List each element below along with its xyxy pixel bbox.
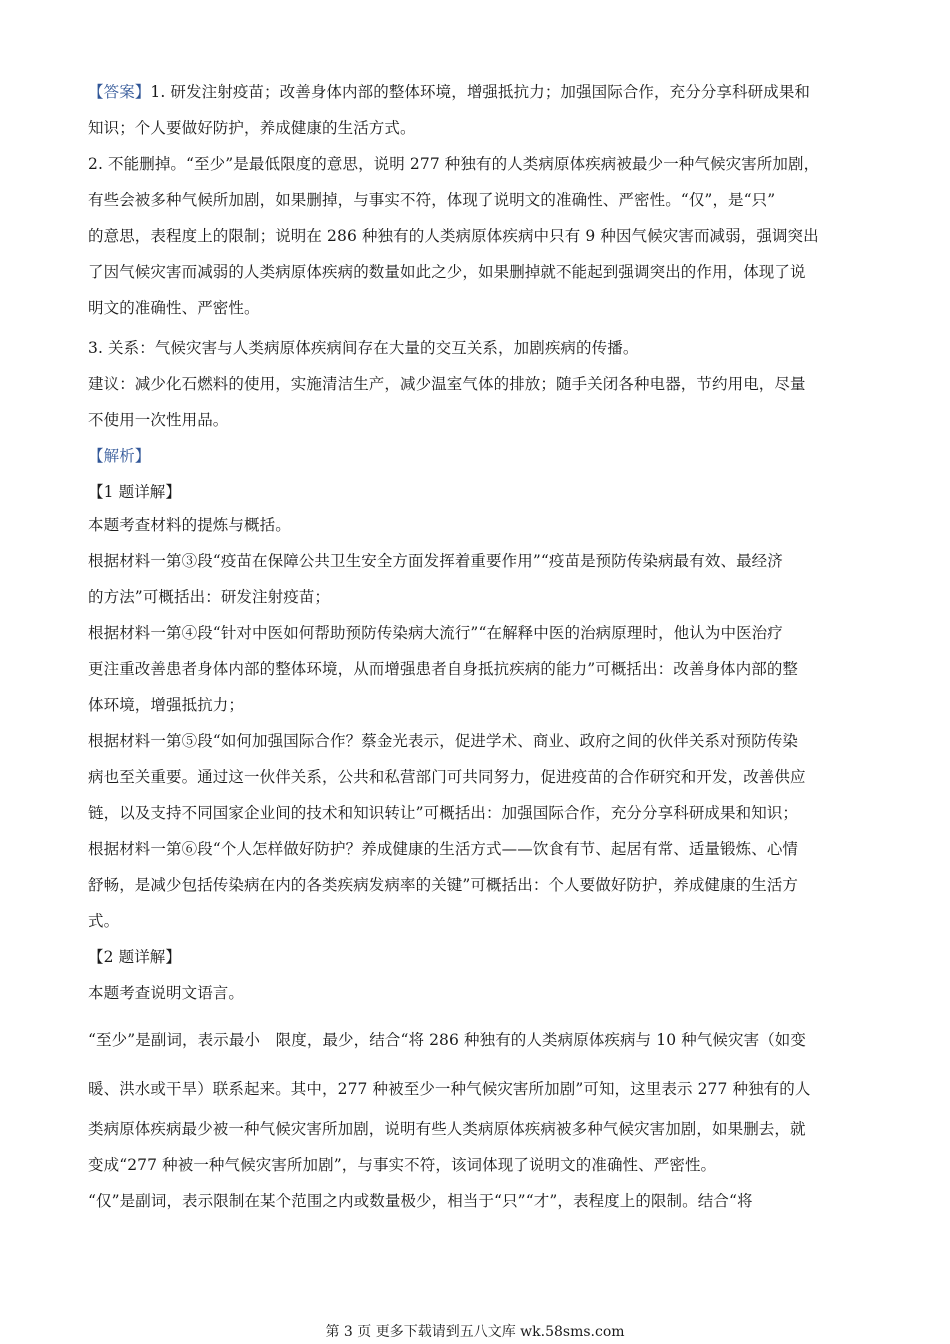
answer-line-2: 知识；个人要做好防护，养成健康的生活方式。 (88, 119, 416, 137)
q1-detail-line: 本题考查材料的提炼与概括。 (88, 516, 291, 534)
q1-detail-line: 根据材料一第⑤段“如何加强国际合作？蔡金光表示，促进学术、商业、政府之间的伙伴关系对预防传染 (88, 732, 799, 750)
answer-q2-line: 有些会被多种气候所加剧，如果删掉，与事实不符，体现了说明文的准确性、严密性。“仅”，是“只” (88, 191, 776, 209)
answer-q2-line: 2. 不能删掉。“至少”是最低限度的意思，说明 277 种独有的人类病原体疾病被最少一种气候灾害所加剧， (88, 155, 820, 173)
q2-detail-line: 暖、洪水或干旱）联系起来。其中，277 种被至少一种气候灾害所加剧”可知，这里表示 277 种独有的人 (88, 1080, 811, 1098)
answer-q1-text: 1. 研发注射疫苗；改善身体内部的整体环境，增强抵抗力；加强国际合作，充分分享科研成果和 (150, 83, 811, 101)
answer-line-1 (88, 82, 810, 102)
q1-detail-line: 根据材料一第③段“疫苗在保障公共卫生安全方面发挥着重要作用”“疫苗是预防传染病最有效、最经济 (88, 552, 783, 570)
q2-detail-line: 类病原体疾病最少被一种气候灾害所加剧，说明有些人类病原体疾病被多种气候灾害加剧，如果删去，就 (88, 1120, 806, 1138)
q2-detail-line: “仅”是副词，表示限制在某个范围之内或数量极少，相当于“只”“才”，表程度上的限制。结合“将 (88, 1192, 753, 1210)
q2-detail-line: 本题考查说明文语言。 (88, 984, 245, 1002)
answer-q3-line: 3. 关系：气候灾害与人类病原体疾病间存在大量的交互关系，加剧疾病的传播。 (88, 339, 639, 357)
q1-detail-heading: 【1 题详解】 (88, 483, 181, 501)
analysis-tag: 【解析】 (88, 447, 151, 465)
answer-q3-line: 建议：减少化石燃料的使用，实施清洁生产，减少温室气体的排放；随手关闭各种电器，节约用电，尽量 (88, 375, 806, 393)
answer-q3-line: 不使用一次性用品。 (88, 411, 229, 429)
q1-detail-line: 根据材料一第⑥段“个人怎样做好防护？养成健康的生活方式——饮食有节、起居有常、适量锻炼、心情 (88, 840, 799, 858)
q1-detail-line: 病也至关重要。通过这一伙伴关系，公共和私营部门可共同努力，促进疫苗的合作研究和开发，改善供应 (88, 768, 806, 786)
q1-detail-line: 根据材料一第④段“针对中医如何帮助预防传染病大流行”“在解释中医的治病原理时，他认为中医治疗 (88, 624, 783, 642)
answer-q2-line: 的意思，表程度上的限制；说明在 286 种独有的人类病原体疾病中只有 9 种因气候灾害而减弱，强调突出 (88, 227, 819, 245)
answer-tag: 【答案】 (88, 83, 151, 101)
q2-detail-line: “至少”是副词，表示最小 限度，最少，结合“将 286 种独有的人类病原体疾病与 10 种气候灾害（如变 (88, 1031, 806, 1049)
q1-detail-line: 舒畅，是减少包括传染病在内的各类疾病发病率的关键”可概括出：个人要做好防护，养成健康的生活方 (88, 876, 799, 894)
q2-detail-heading: 【2 题详解】 (88, 948, 181, 966)
answer-q2-line: 明文的准确性、严密性。 (88, 299, 260, 317)
q2-detail-line: 变成“277 种被一种气候灾害所加剧”，与事实不符，该词体现了说明文的准确性、严密性。 (88, 1156, 717, 1174)
q1-detail-line: 更注重改善患者身体内部的整体环境，从而增强患者自身抵抗疾病的能力”可概括出：改善身体内部的整 (88, 660, 799, 678)
answer-q2-line: 了因气候灾害而减弱的人类病原体疾病的数量如此之少，如果删掉就不能起到强调突出的作用，体现了说 (88, 263, 806, 281)
q1-detail-line: 链，以及支持不同国家企业间的技术和知识转让”可概括出：加强国际合作，充分分享科研成果和知识； (88, 804, 799, 822)
q1-detail-line: 体环境，增强抵抗力； (88, 696, 245, 714)
q1-detail-line: 的方法”可概括出：研发注射疫苗； (88, 588, 331, 606)
q1-detail-line: 式。 (88, 912, 120, 930)
page-footer: 第 3 页 更多下载请到五八文库 wk.58sms.com (325, 1324, 625, 1340)
